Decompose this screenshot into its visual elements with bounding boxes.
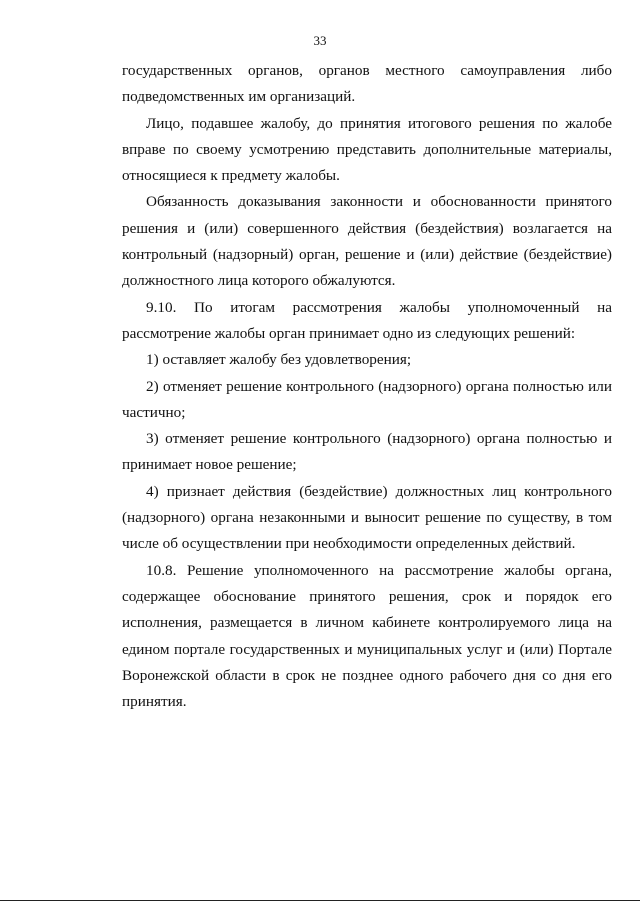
- paragraph-continuation: государственных органов, органов местного самоуправления либо подведомственных им организаций.: [122, 62, 612, 106]
- document-body: [122, 58, 612, 715]
- paragraph-burden-of-proof: Обязанность доказывания законности и обоснованности принятого решения и (или) совершенного действия (бездействия) возлагается на контрольный (надзорный) орган, решение и (или) действие (бездействие) должностного лица которого обжалуются.: [122, 193, 612, 290]
- page-bottom-rule: [0, 900, 640, 901]
- paragraph-10-8: 10.8. Решение уполномоченного на рассмотрение жалобы органа, содержащее обоснование принятого решения, срок и порядок его исполнения, размещается в личном кабинете контролируемого лица на едином портале государственных и муниципальных услуг и (или) Портале Воронежской области в срок не позднее одного рабочего дня со дня его принятия.: [122, 561, 612, 711]
- page-number: 33: [313, 33, 327, 48]
- list-item-3: 3) отменяет решение контрольного (надзорного) органа полностью и принимает новое решение;: [122, 430, 612, 474]
- list-item-4: 4) признает действия (бездействие) должностных лиц контрольного (надзорного) органа незаконными и выносит решение по существу, в том числе об осуществлении при необходимости определенных действий.: [122, 482, 612, 553]
- list-item-2: 2) отменяет решение контрольного (надзорного) органа полностью или частично;: [122, 377, 612, 421]
- paragraph-9-10: 9.10. По итогам рассмотрения жалобы уполномоченный на рассмотрение жалобы орган принимает одно из следующих решений:: [122, 298, 612, 342]
- paragraph-additional-materials: Лицо, подавшее жалобу, до принятия итогового решения по жалобе вправе по своему усмотрению представить дополнительные материалы, относящиеся к предмету жалобы.: [122, 114, 612, 185]
- list-item-1: 1) оставляет жалобу без удовлетворения;: [146, 351, 412, 369]
